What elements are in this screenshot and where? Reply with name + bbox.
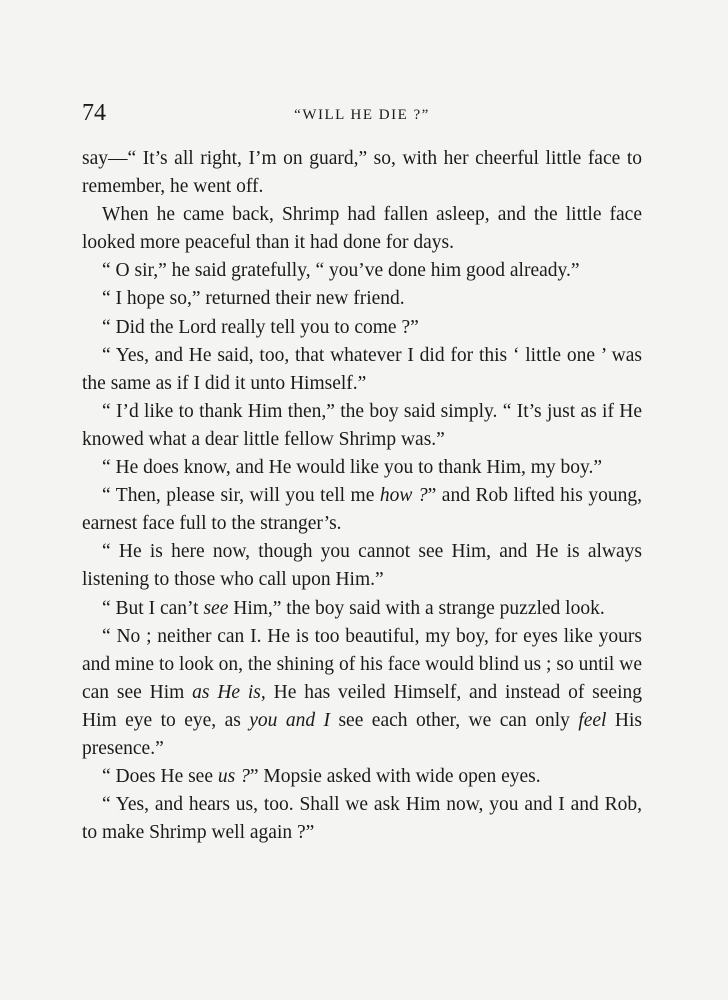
paragraph: [82, 257, 642, 285]
text-run: “ Did the Lord really tell you to come ?”: [102, 316, 419, 338]
text-run: “ Then, please sir, will you tell me: [102, 485, 380, 507]
text-run: His presence.”: [82, 709, 642, 759]
italic-text: you and I: [249, 709, 331, 731]
paragraph: [82, 145, 642, 201]
italic-text: see: [203, 597, 229, 619]
paragraph: [82, 763, 642, 791]
text-run: ” and Rob lifted his young, earnest face full to the stranger’s.: [82, 485, 642, 535]
text-run: He has veiled Himself, and instead of seeing Him eye to eye, as: [82, 681, 642, 731]
running-head: “WILL HE DIE ?”: [294, 107, 430, 123]
text-run: “ No ; neither can I. He is too beautiful, my boy, for eyes like yours and mine to look on, the shining of his face would blind us ; so until we can see Him: [82, 625, 642, 703]
paragraph: [82, 398, 642, 454]
text-run: “ He is here now, though you cannot see Him, and He is always listening to those who call upon Him.”: [82, 541, 642, 591]
paragraph: [82, 538, 642, 594]
paragraph: [82, 201, 642, 257]
text-run: say—“ It’s all right, I’m on guard,” so, with her cheerful little face to remember, he went off.: [82, 148, 642, 198]
paragraph: [82, 595, 642, 623]
paragraph: [82, 791, 642, 847]
text-run: “ I hope so,” returned their new friend.: [102, 288, 405, 310]
italic-text: how ?: [379, 485, 428, 507]
paragraph: [82, 285, 642, 313]
paragraph: [82, 454, 642, 482]
text-run: Him,” the boy said with a strange puzzled look.: [228, 597, 605, 619]
paragraph: [82, 482, 642, 538]
text-run: When he came back, Shrimp had fallen asleep, and the little face looked more peaceful than it had done for days.: [82, 204, 642, 254]
text-run: “ But I can’t: [102, 597, 204, 619]
text-run: see each other, we can only: [330, 709, 579, 731]
page-header: [82, 98, 642, 128]
paragraph: [82, 314, 642, 342]
body-text: [82, 145, 642, 847]
italic-text: feel: [578, 709, 607, 731]
text-run: ” Mopsie asked with wide open eyes.: [249, 766, 541, 788]
page-number: 74: [82, 100, 106, 126]
text-run: “ Yes, and He said, too, that whatever I did for this ‘ little one ’ was the same as if I did it unto Himself.”: [82, 344, 642, 394]
paragraph: [82, 623, 642, 763]
italic-text: as He is,: [192, 681, 266, 703]
italic-text: us ?: [217, 766, 250, 788]
paragraph: [82, 342, 642, 398]
text-run: “ I’d like to thank Him then,” the boy said simply. “ It’s just as if He knowed what a dear little fellow Shrimp was.”: [82, 400, 642, 450]
text-run: “ He does know, and He would like you to thank Him, my boy.”: [102, 457, 603, 479]
text-run: “ O sir,” he said gratefully, “ you’ve done him good already.”: [102, 260, 580, 282]
text-run: “ Does He see: [102, 766, 218, 788]
text-run: “ Yes, and hears us, too. Shall we ask Him now, you and I and Rob, to make Shrimp well again ?”: [82, 794, 642, 844]
